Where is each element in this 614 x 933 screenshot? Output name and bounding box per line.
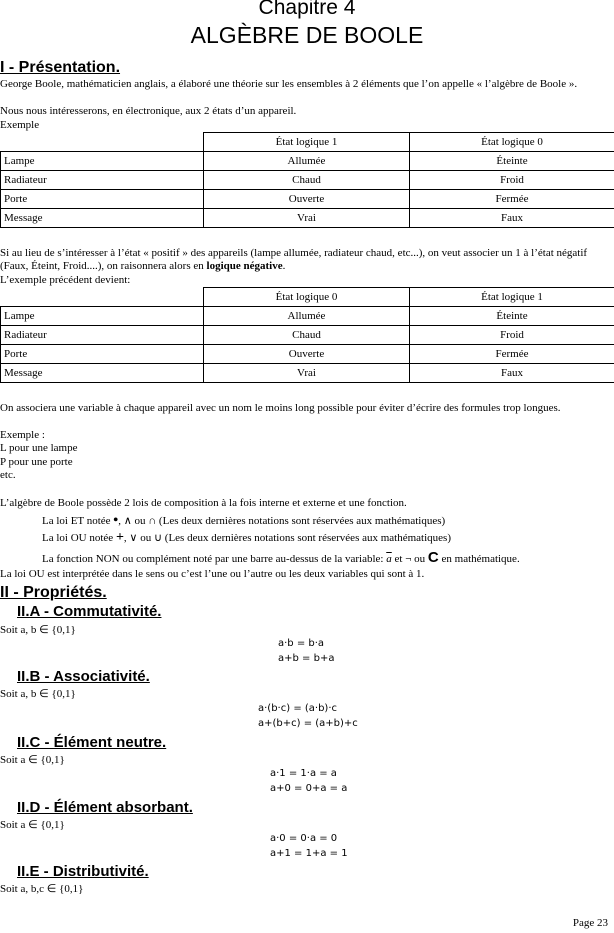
example-lamp: L pour une lampe bbox=[0, 442, 78, 454]
equation-commutativity-and: a·b = b·a bbox=[278, 638, 325, 649]
law-not bbox=[42, 551, 520, 566]
table-corner-cell bbox=[1, 288, 204, 307]
example-door: P pour une porte bbox=[0, 456, 73, 468]
table-cell: Faux bbox=[410, 209, 614, 228]
table-header-cell: État logique 0 bbox=[410, 133, 614, 152]
paragraph-electronics: Nous nous intéresserons, en électronique, aux 2 états d’un appareil. bbox=[0, 105, 297, 117]
table-header-cell: État logique 1 bbox=[410, 288, 614, 307]
subsection-distributivity: II.E - Distributivité. bbox=[17, 863, 149, 880]
and-operator-symbol: • bbox=[113, 513, 119, 528]
equation-neutral-and: a·1 = 1·a = a bbox=[270, 768, 337, 779]
table-cell: Porte bbox=[1, 345, 204, 364]
law-and bbox=[42, 514, 445, 528]
page-number: Page 23 bbox=[572, 917, 608, 929]
table-cell: Message bbox=[1, 364, 204, 383]
table-row bbox=[1, 171, 614, 190]
table-cell: Froid bbox=[410, 326, 614, 345]
paragraph-laws-intro: L’algèbre de Boole possède 2 lois de composition à la fois interne et externe et une fonction. bbox=[0, 497, 407, 509]
table-cell: Ouverte bbox=[204, 190, 410, 209]
set-associativity: Soit a, b ∈ {0,1} bbox=[0, 688, 76, 700]
law-and-notations: , ∧ ou ∩ (Les deux dernières notations sont réservées aux mathématiques) bbox=[118, 515, 446, 527]
table-cell: Lampe bbox=[1, 152, 204, 171]
table-cell: Éteinte bbox=[410, 307, 614, 326]
equation-absorbing-and: a·0 = 0·a = 0 bbox=[270, 833, 338, 844]
table-header-cell: État logique 1 bbox=[204, 133, 410, 152]
table-cell: Allumée bbox=[204, 307, 410, 326]
table-header-cell: État logique 0 bbox=[204, 288, 410, 307]
chapter-title: ALGÈBRE DE BOOLE bbox=[190, 22, 424, 48]
chapter-number: Chapitre 4 bbox=[258, 0, 356, 19]
law-not-text-3: en mathématique. bbox=[438, 553, 520, 565]
table-row bbox=[1, 345, 614, 364]
subsection-absorbing-element: II.D - Élément absorbant. bbox=[17, 799, 193, 816]
equation-absorbing-or: a+1 = 1+a = 1 bbox=[270, 848, 348, 859]
subsection-associativity: II.B - Associativité. bbox=[17, 668, 150, 685]
equation-neutral-or: a+0 = 0+a = a bbox=[270, 783, 348, 794]
equation-associativity-and: a·(b·c) = (a·b)·c bbox=[258, 703, 338, 714]
table-cell: Radiateur bbox=[1, 326, 204, 345]
law-or bbox=[42, 531, 451, 545]
table-cell: Lampe bbox=[1, 307, 204, 326]
table-cell: Radiateur bbox=[1, 171, 204, 190]
table-row bbox=[1, 326, 614, 345]
equation-commutativity-or: a+b = b+a bbox=[278, 653, 335, 664]
set-commutativity: Soit a, b ∈ {0,1} bbox=[0, 624, 76, 636]
law-or-notations: , ∨ ou ∪ (Les deux dernières notations sont réservées aux mathématiques) bbox=[123, 532, 451, 544]
subsection-neutral-element: II.C - Élément neutre. bbox=[17, 734, 167, 751]
table-cell: Chaud bbox=[204, 171, 410, 190]
table-cell: Porte bbox=[1, 190, 204, 209]
table-cell: Vrai bbox=[204, 364, 410, 383]
set-distributivity: Soit a, b,c ∈ {0,1} bbox=[0, 883, 84, 895]
paragraph-example-becomes: L’exemple précédent devient: bbox=[0, 274, 131, 286]
negative-logic-text: Si au lieu de s’intéresser à l’état « positif » des appareils (lampe allumée, radiateur chaud, etc...), on veut associer un 1 à l’état négatif (Faux, Éteint, Froid....), on raisonnera alors en bbox=[0, 247, 588, 273]
law-or-text: La loi OU notée bbox=[42, 532, 116, 544]
table-cell: Ouverte bbox=[204, 345, 410, 364]
law-not-text-2: et ¬ ou bbox=[391, 553, 428, 565]
table-cell: Vrai bbox=[204, 209, 410, 228]
complement-symbol: C bbox=[427, 549, 439, 566]
label-example-2: Exemple : bbox=[0, 429, 45, 441]
logic-table-negative bbox=[0, 287, 614, 383]
table-cell: Froid bbox=[410, 171, 614, 190]
table-cell: Chaud bbox=[204, 326, 410, 345]
table-cell: Éteinte bbox=[410, 152, 614, 171]
table-cell: Fermée bbox=[410, 345, 614, 364]
table-cell: Allumée bbox=[204, 152, 410, 171]
subsection-commutativity: II.A - Commutativité. bbox=[17, 603, 162, 620]
table-row bbox=[1, 364, 614, 383]
negative-logic-term: logique négative bbox=[206, 260, 283, 273]
table-row bbox=[1, 209, 614, 228]
paragraph-variables: On associera une variable à chaque appareil avec un nom le moins long possible pour éviter d’écrire des formules trop longues. bbox=[0, 402, 561, 414]
label-example: Exemple bbox=[0, 119, 40, 131]
equation-associativity-or: a+(b+c) = (a+b)+c bbox=[258, 718, 358, 729]
law-and-text: La loi ET notée bbox=[42, 515, 114, 527]
table-cell: Message bbox=[1, 209, 204, 228]
logic-table-positive bbox=[0, 132, 614, 228]
set-neutral: Soit a ∈ {0,1} bbox=[0, 754, 65, 766]
negative-logic-period: . bbox=[282, 260, 286, 273]
table-corner-cell bbox=[1, 133, 204, 152]
paragraph-or-interpretation: La loi OU est interprétée dans le sens ou c’est l’une ou l’autre ou les deux variables qui sont à 1. bbox=[0, 568, 425, 580]
table-cell: Faux bbox=[410, 364, 614, 383]
set-absorbing: Soit a ∈ {0,1} bbox=[0, 819, 65, 831]
table-row bbox=[1, 307, 614, 326]
table-row bbox=[1, 190, 614, 209]
table-header-row bbox=[1, 288, 614, 307]
table-cell: Fermée bbox=[410, 190, 614, 209]
law-not-text: La fonction NON ou complément noté par une barre au-dessus de la variable: bbox=[42, 553, 387, 565]
paragraph-boole: George Boole, mathématicien anglais, a élaboré une théorie sur les ensembles à 2 éléments que l’on appelle « l’algèbre de Boole ». bbox=[0, 78, 578, 90]
or-operator-symbol: + bbox=[115, 530, 124, 545]
section-title-presentation: I - Présentation. bbox=[0, 59, 121, 76]
table-header-row bbox=[1, 133, 614, 152]
paragraph-negative-logic bbox=[0, 247, 606, 274]
section-title-properties: II - Propriétés. bbox=[0, 584, 107, 601]
complement-variable: $\overline{a}$ bbox=[386, 553, 392, 565]
example-etc: etc. bbox=[0, 469, 16, 481]
table-row bbox=[1, 152, 614, 171]
